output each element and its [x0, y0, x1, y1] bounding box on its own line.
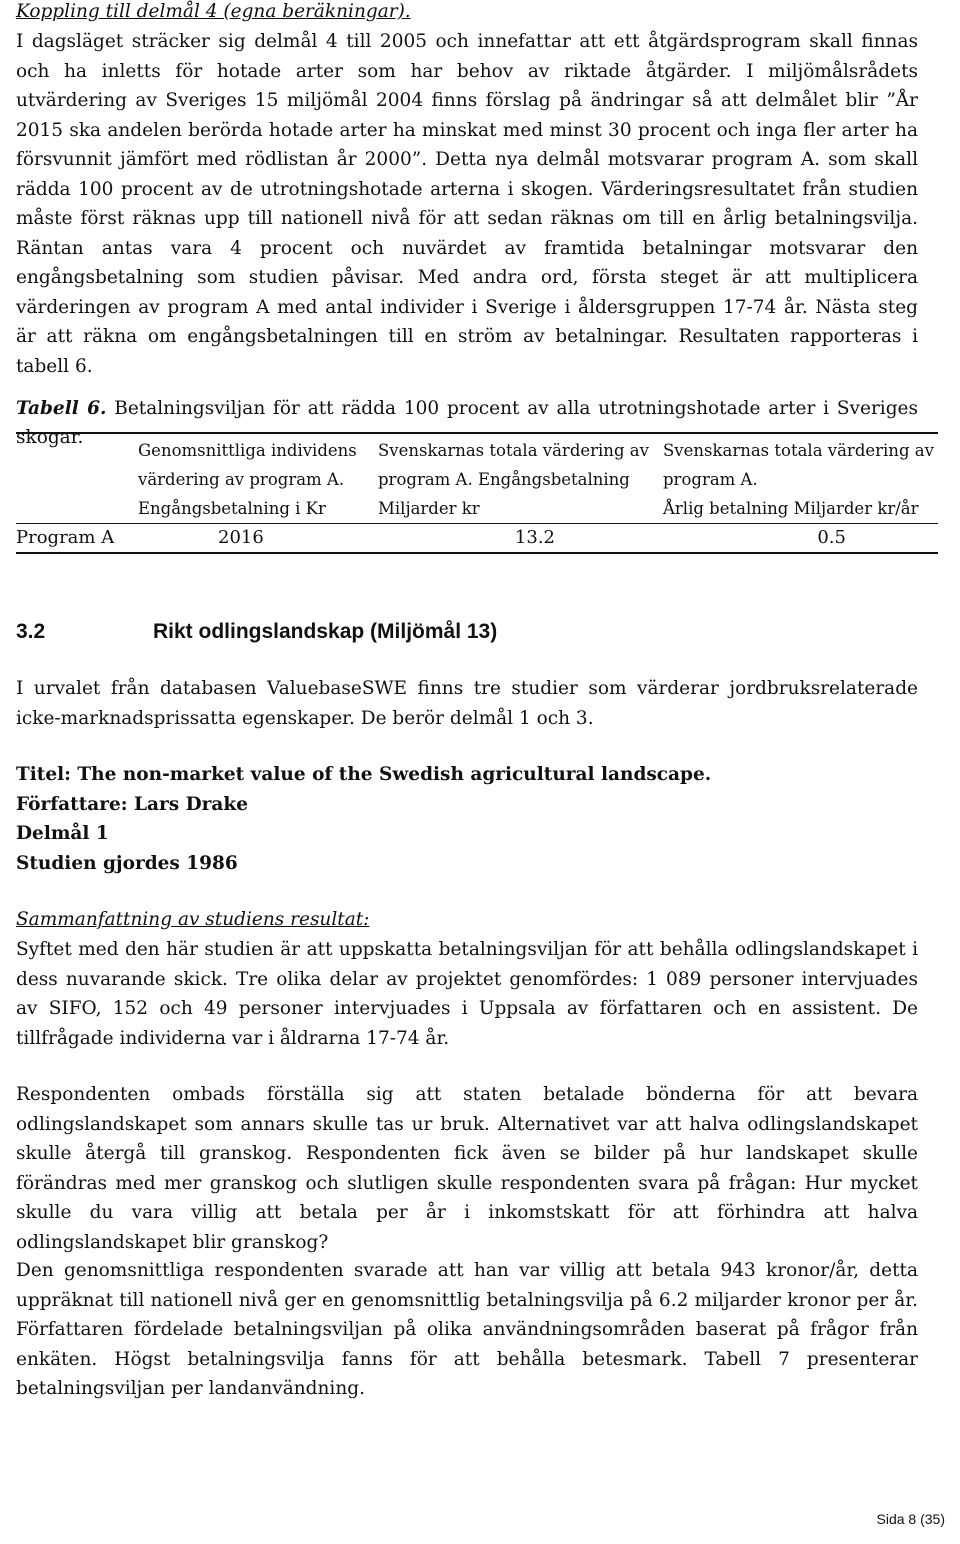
section-heading: [16, 620, 497, 644]
header-col-1-line-2: värdering av program A.: [138, 470, 345, 489]
row-value-2: 13.2: [514, 527, 555, 548]
study-year: Studien gjordes 1986: [16, 852, 238, 874]
page-number: Sida 8 (35): [876, 1511, 945, 1527]
section-intro-paragraph: I urvalet från databasen ValuebaseSWE finns tre studier som värderar jordbruksrelaterade icke-marknadsprissatta egenskaper. De berör delmål 1 och 3.: [16, 678, 918, 729]
header-col-2-line-1: Svenskarnas totala värdering av: [378, 441, 649, 460]
table-header-row: [16, 433, 938, 524]
table-caption-label: Tabell 6.: [16, 397, 107, 419]
header-col-2-line-3: Miljarder kr: [378, 499, 480, 518]
header-col-1-line-3: Engångsbetalning i Kr: [138, 499, 326, 518]
section-title: Rikt odlingslandskap (Miljömål 13): [153, 620, 498, 643]
table-header-col-1: [138, 433, 378, 524]
header-col-1-line-1: Genomsnittliga individens: [138, 441, 357, 460]
header-col-3-line-1: Svenskarnas totala värdering av: [663, 441, 934, 460]
table-header-empty: [16, 433, 138, 524]
study-title: Titel: The non-market value of the Swedish agricultural landscape.: [16, 764, 712, 785]
payment-willingness-table: [16, 432, 938, 554]
intro-heading: Koppling till delmål 4 (egna beräkningar).: [16, 1, 411, 22]
intro-paragraph: I dagsläget sträcker sig delmål 4 till 2005 och innefattar att ett åtgärdsprogram skall finnas och ha inletts för hotade arter som har behov av riktade åtgärder. I miljömålsrådets utvärdering av Sveriges 15 miljömål 2004 finns förslag på ändringar så att delmålet blir ”År 2015 ska andelen berörda hotade arter ha minskat med minst 30 procent och inga fler arter ha försvunnit jämfört med rödlistan år 2000”. Detta nya delmål motsvarar program A. som skall rädda 100 procent av de utrotningshotade arterna i skogen. Värderingsresultatet från studien måste först räknas upp till nationell nivå för att sedan räknas om till en årlig betalningsvilja. Räntan antas vara 4 procent och nuvärdet av framtida betalningar motsvarar den engångsbetalning som studien påvisar. Med andra ord, första steget är att multiplicera värderingen av program A med antal individer i Sverige i åldersgruppen 17-74 år. Nästa steg är att räkna om engångsbetalningen till en ström av betalningar. Resultaten rapporteras i tabell 6.: [16, 31, 918, 377]
summary-paragraph-1: Syftet med den här studien är att uppskatta betalningsviljan för att behålla odlingslandskapet i dess nuvarande skick. Tre olika delar av projektet genomfördes: 1 089 personer intervjuades av SIFO, 152 och 49 personer intervjuades i Uppsala av författaren och en assistent. De tillfrågade individerna var i åldrarna 17-74 år.: [16, 939, 918, 1049]
summary-paragraph-2: Respondenten ombads förställa sig att staten betalade bönderna för att bevara odlingslandskapet som annars skulle tas ur bruk. Alternativet var att halva odlingslandskapet skulle återgå till granskog. Respondenten fick även se bilder på hur landskapet skulle förändras med mer granskog och slutligen skulle respondenten svara på frågan: Hur mycket skulle du vara villig att betala per år i inkomstskatt för att förhindra att halva odlingslandskapet blir granskog?: [16, 1084, 918, 1253]
summary-label: Sammanfattning av studiens resultat:: [16, 909, 370, 930]
table-header-col-3: [663, 433, 938, 524]
header-col-3-line-2: program A.: [663, 470, 758, 489]
table-caption-text: Betalningsviljan för att rädda 100 procent av alla utrotningshotade arter i Sveriges skogar.: [16, 397, 918, 448]
header-col-3-line-3: Årlig betalning Miljarder kr/år: [663, 499, 919, 518]
study-author: Författare: Lars Drake: [16, 793, 248, 815]
header-col-2-line-2: program A. Engångsbetalning: [378, 470, 630, 489]
summary-paragraph-3: Den genomsnittliga respondenten svarade att han var villig att betala 943 kronor/år, detta uppräknat till nationell nivå ger en genomsnittlig betalningsvilja på 6.2 miljarder kronor per år. Författaren fördelade betalningsviljan på olika användningsområden baserat på frågor från enkäten. Högst betalningsvilja fanns för att behålla betesmark. Tabell 7 presenterar betalningsviljan per landanvändning.: [16, 1260, 918, 1399]
row-value-3: 0.5: [817, 527, 846, 548]
row-value-1: 2016: [218, 527, 264, 548]
study-info: [16, 760, 711, 878]
section-number: 3.2: [16, 620, 46, 643]
study-goal: Delmål 1: [16, 823, 109, 844]
table-header-col-2: [378, 433, 663, 524]
table-row: [16, 524, 938, 554]
row-label: Program A: [16, 527, 115, 548]
